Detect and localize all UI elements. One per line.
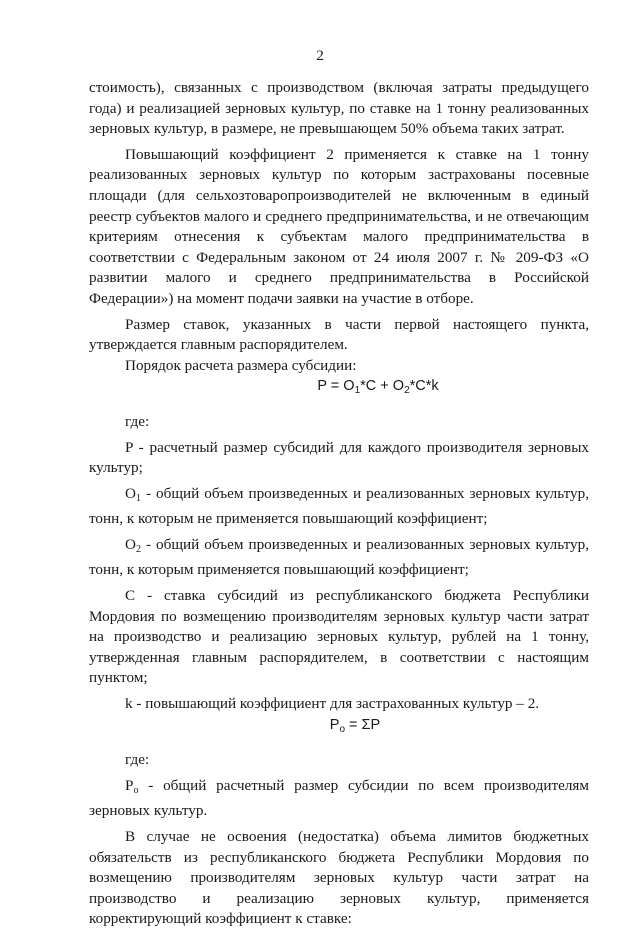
formula-sub-1: 1 bbox=[354, 385, 361, 397]
definition-o1-text: - общий объем произведенных и реализованных зерновых культур, тонн, к которым не применяется повышающий коэффициент; bbox=[89, 484, 589, 528]
total-subsidy-formula bbox=[89, 715, 589, 741]
symbol-o2: O bbox=[125, 535, 136, 553]
where-label-2: где: bbox=[125, 751, 150, 769]
symbol-po-sub: o bbox=[133, 784, 139, 796]
paragraph-cost-continuation: стоимость), связанных с производством (включая затраты предыдущего года) и реализацией зерновых культур, по ставке на 1 тонну реализованных зерновых культур, в размере, не превышающем 50% объема таких затрат. bbox=[89, 79, 589, 138]
document-body bbox=[89, 78, 589, 930]
symbol-o2-sub: 2 bbox=[135, 543, 141, 555]
paragraph-increasing-coefficient: Повышающий коэффициент 2 применяется к ставке на 1 тонну реализованных зерновых культур по которым застрахованы посевные площади (для сельхозтоваропроизводителей не включенным в единый реестр субъектов малого и среднего предпринимательства, и не отвечающим критериям отнесения к субъектам малого предпринимательства в соответствии с Федеральным законом от 24 июля 2007 г. № 209-ФЗ «О развитии малого и среднего предпринимательства в Российской Федерации») на момент подачи заявки на участие в отборе. bbox=[89, 145, 589, 307]
formula2-lhs: P bbox=[329, 716, 340, 733]
definition-po bbox=[89, 776, 589, 822]
symbol-po: P bbox=[125, 776, 134, 794]
subsidy-formula bbox=[89, 376, 589, 402]
formula-mid: *C + O bbox=[360, 378, 405, 395]
paragraph-rate-size: Размер ставок, указанных в части первой настоящего пункта, утверждается главным распорядителем. bbox=[89, 315, 589, 354]
formula2-rhs: = ΣP bbox=[345, 716, 381, 733]
formula2-sub: o bbox=[339, 723, 346, 735]
symbol-o1-sub: 1 bbox=[135, 492, 141, 504]
definition-o1 bbox=[89, 484, 589, 530]
definition-o2 bbox=[89, 535, 589, 581]
paragraph-calculation-order: Порядок расчета размера субсидии: bbox=[125, 356, 357, 374]
definition-o2-text: - общий объем произведенных и реализованных зерновых культур, тонн, к которым применяется повышающий коэффициент; bbox=[89, 535, 589, 579]
formula-lhs: P = O bbox=[317, 378, 355, 395]
formula-sub-2: 2 bbox=[404, 385, 410, 397]
page-number: 2 bbox=[316, 47, 324, 64]
paragraph-correction-coefficient: В случае не освоения (недостатка) объема лимитов бюджетных обязательств из республиканского бюджета Республики Мордовия по возмещению производителям зерновых культур части затрат на производство и реализацию зерновых культур, применяется корректирующий коэффициент к ставке: bbox=[89, 828, 589, 928]
definition-po-text: - общий расчетный размер субсидии по всем производителям зерновых культур. bbox=[89, 776, 589, 820]
where-label-1: где: bbox=[125, 412, 150, 430]
definition-c: C - ставка субсидий из республиканского бюджета Республики Мордовия по возмещению производителям зерновых культур части затрат на производство и реализацию зерновых культур, рублей на 1 тонну, утвержденная главным распорядителем, в соответствии с настоящим пунктом; bbox=[89, 587, 589, 687]
definition-p: P - расчетный размер субсидий для каждого производителя зерновых культур; bbox=[89, 438, 589, 477]
formula-rhs: *C*k bbox=[409, 378, 439, 395]
definition-k: k - повышающий коэффициент для застрахованных культур – 2. bbox=[125, 695, 540, 713]
symbol-o1: O bbox=[125, 484, 136, 502]
